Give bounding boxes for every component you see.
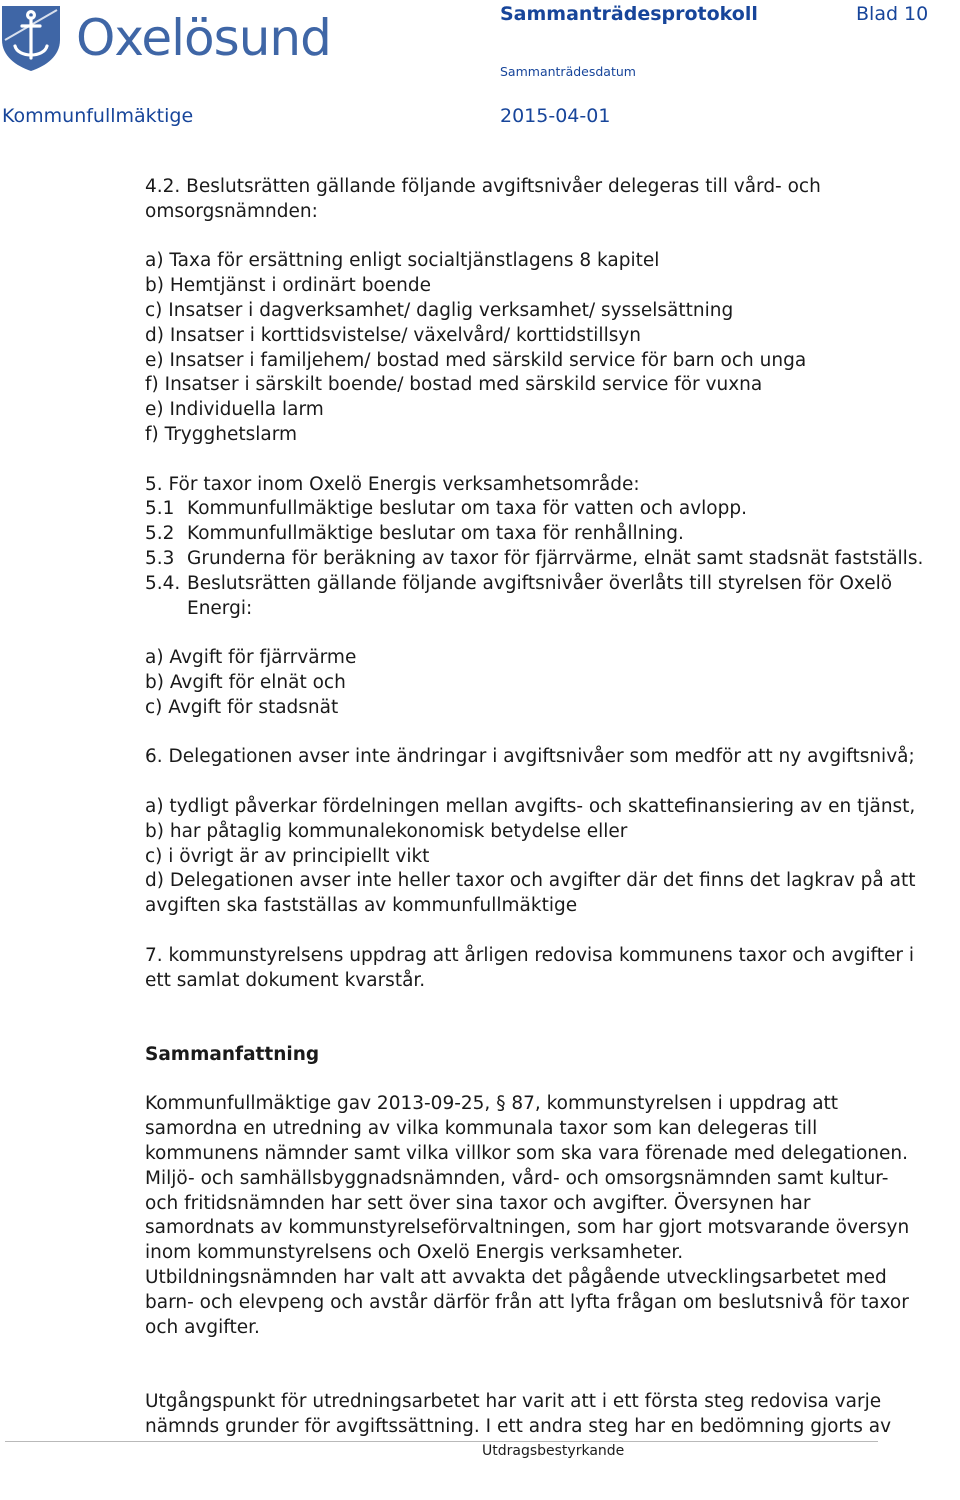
certification-label: Utdragsbestyrkande bbox=[482, 1443, 625, 1459]
summary-line: Miljö- och samhällsbyggnadsnämnden, vård- och omsorgsnämnden samt kultur- bbox=[145, 1167, 889, 1189]
section-7-line: ett samlat dokument kvarstår. bbox=[145, 969, 426, 991]
list-item: c) i övrigt är av principiellt vikt bbox=[145, 845, 430, 867]
subsection bbox=[145, 572, 945, 597]
list-item: a) Avgift för fjärrvärme bbox=[145, 647, 357, 669]
section-6-title: 6. Delegationen avser inte ändringar i avgiftsnivåer som medför att ny avgiftsnivå; bbox=[145, 746, 915, 768]
list-item: e) Insatser i familjehem/ bostad med särskild service för barn och unga bbox=[145, 349, 807, 371]
list-item: b) Hemtjänst i ordinärt boende bbox=[145, 275, 431, 297]
summary-line: samordna en utredning av vilka kommunala taxor som kan delegeras till bbox=[145, 1118, 818, 1140]
subsection-text: Kommunfullmäktige beslutar om taxa för renhållning. bbox=[187, 523, 684, 545]
logo-wordmark: Oxelösund bbox=[76, 9, 331, 67]
meeting-date-label: Sammanträdesdatum bbox=[500, 64, 636, 79]
list-item: a) tydligt påverkar fördelningen mellan avgifts- och skattefinansiering av en tjänst, bbox=[145, 795, 916, 817]
subsection bbox=[145, 522, 945, 547]
protocol-title: Sammanträdesprotokoll bbox=[500, 3, 758, 25]
list-item: d) Delegationen avser inte heller taxor och avgifter där det finns det lagkrav på att bbox=[145, 870, 916, 892]
subsection-text: Beslutsrätten gällande följande avgiftsnivåer överlåts till styrelsen för Oxelö bbox=[187, 572, 893, 594]
protocol-body bbox=[145, 175, 945, 1440]
summary-line: Utgångspunkt för utredningsarbetet har varit att i ett första steg redovisa varje bbox=[145, 1391, 882, 1413]
section-5-title: 5. För taxor inom Oxelö Energis verksamhetsområde: bbox=[145, 473, 640, 495]
subsection-number: 5.2 bbox=[145, 523, 175, 545]
summary-line: kommunens nämnder samt vilka villkor som ska vara förenade med delegationen. bbox=[145, 1143, 908, 1165]
summary-line: samordnats av kommunstyrelseförvaltningen, som har gjort motsvarande översyn bbox=[145, 1217, 910, 1239]
summary-line: inom kommunstyrelsens och Oxelö Energis verksamheter. bbox=[145, 1242, 684, 1264]
subsection-text: Kommunfullmäktige beslutar om taxa för vatten och avlopp. bbox=[187, 498, 747, 520]
subsection-number: 5.4. bbox=[145, 572, 181, 594]
list-item: avgiften ska fastställas av kommunfullmäktige bbox=[145, 895, 578, 917]
summary-heading: Sammanfattning bbox=[145, 1043, 320, 1065]
subsection-text: Grunderna för beräkning av taxor för fjärrvärme, elnät samt stadsnät fastställs. bbox=[187, 547, 924, 569]
subsection bbox=[145, 497, 945, 522]
summary-line: barn- och elevpeng och avstår därför från att lyfta frågan om beslutsnivå för taxor bbox=[145, 1291, 909, 1313]
section-7-line: 7. kommunstyrelsens uppdrag att årligen redovisa kommunens taxor och avgifter i bbox=[145, 944, 914, 966]
footer-divider bbox=[5, 1441, 878, 1442]
subsection bbox=[145, 547, 945, 572]
summary-line: Utbildningsnämnden har valt att avvakta det pågående utvecklingsarbetet med bbox=[145, 1267, 887, 1289]
section-4-2-line: 4.2. Beslutsrätten gällande följande avgiftsnivåer delegeras till vård- och bbox=[145, 176, 821, 197]
section-4-2-line: omsorgsnämnden: bbox=[145, 200, 318, 222]
summary-line: och fritidsnämnden har sett över sina taxor och avgifter. Översynen har bbox=[145, 1192, 811, 1214]
list-item: f) Insatser i särskilt boende/ bostad med särskild service för vuxna bbox=[145, 374, 763, 396]
list-item: c) Insatser i dagverksamhet/ daglig verksamhet/ sysselsättning bbox=[145, 299, 734, 321]
meeting-date: 2015-04-01 bbox=[500, 105, 611, 127]
summary-line: nämnds grunder för avgiftssättning. I ett andra steg har en bedömning gjorts av bbox=[145, 1415, 892, 1437]
list-item: d) Insatser i korttidsvistelse/ växelvård/ korttidstillsyn bbox=[145, 324, 642, 346]
list-item: c) Avgift för stadsnät bbox=[145, 696, 339, 718]
list-item: b) Avgift för elnät och bbox=[145, 671, 346, 693]
subsection-number: 5.1 bbox=[145, 498, 175, 520]
decision-body: Kommunfullmäktige bbox=[2, 105, 194, 127]
subsection-number: 5.3 bbox=[145, 547, 175, 569]
summary-line: och avgifter. bbox=[145, 1316, 260, 1338]
summary-line: Kommunfullmäktige gav 2013-09-25, § 87, kommunstyrelsen i uppdrag att bbox=[145, 1093, 839, 1115]
subsection-continuation: Energi: bbox=[187, 597, 253, 619]
list-item: f) Trygghetslarm bbox=[145, 423, 298, 445]
coat-of-arms-logo bbox=[0, 4, 62, 72]
sheet-number: Blad 10 bbox=[856, 3, 929, 25]
list-item: a) Taxa för ersättning enligt socialtjänstlagens 8 kapitel bbox=[145, 250, 660, 272]
list-item: b) har påtaglig kommunalekonomisk betydelse eller bbox=[145, 820, 628, 842]
list-item: e) Individuella larm bbox=[145, 399, 324, 421]
